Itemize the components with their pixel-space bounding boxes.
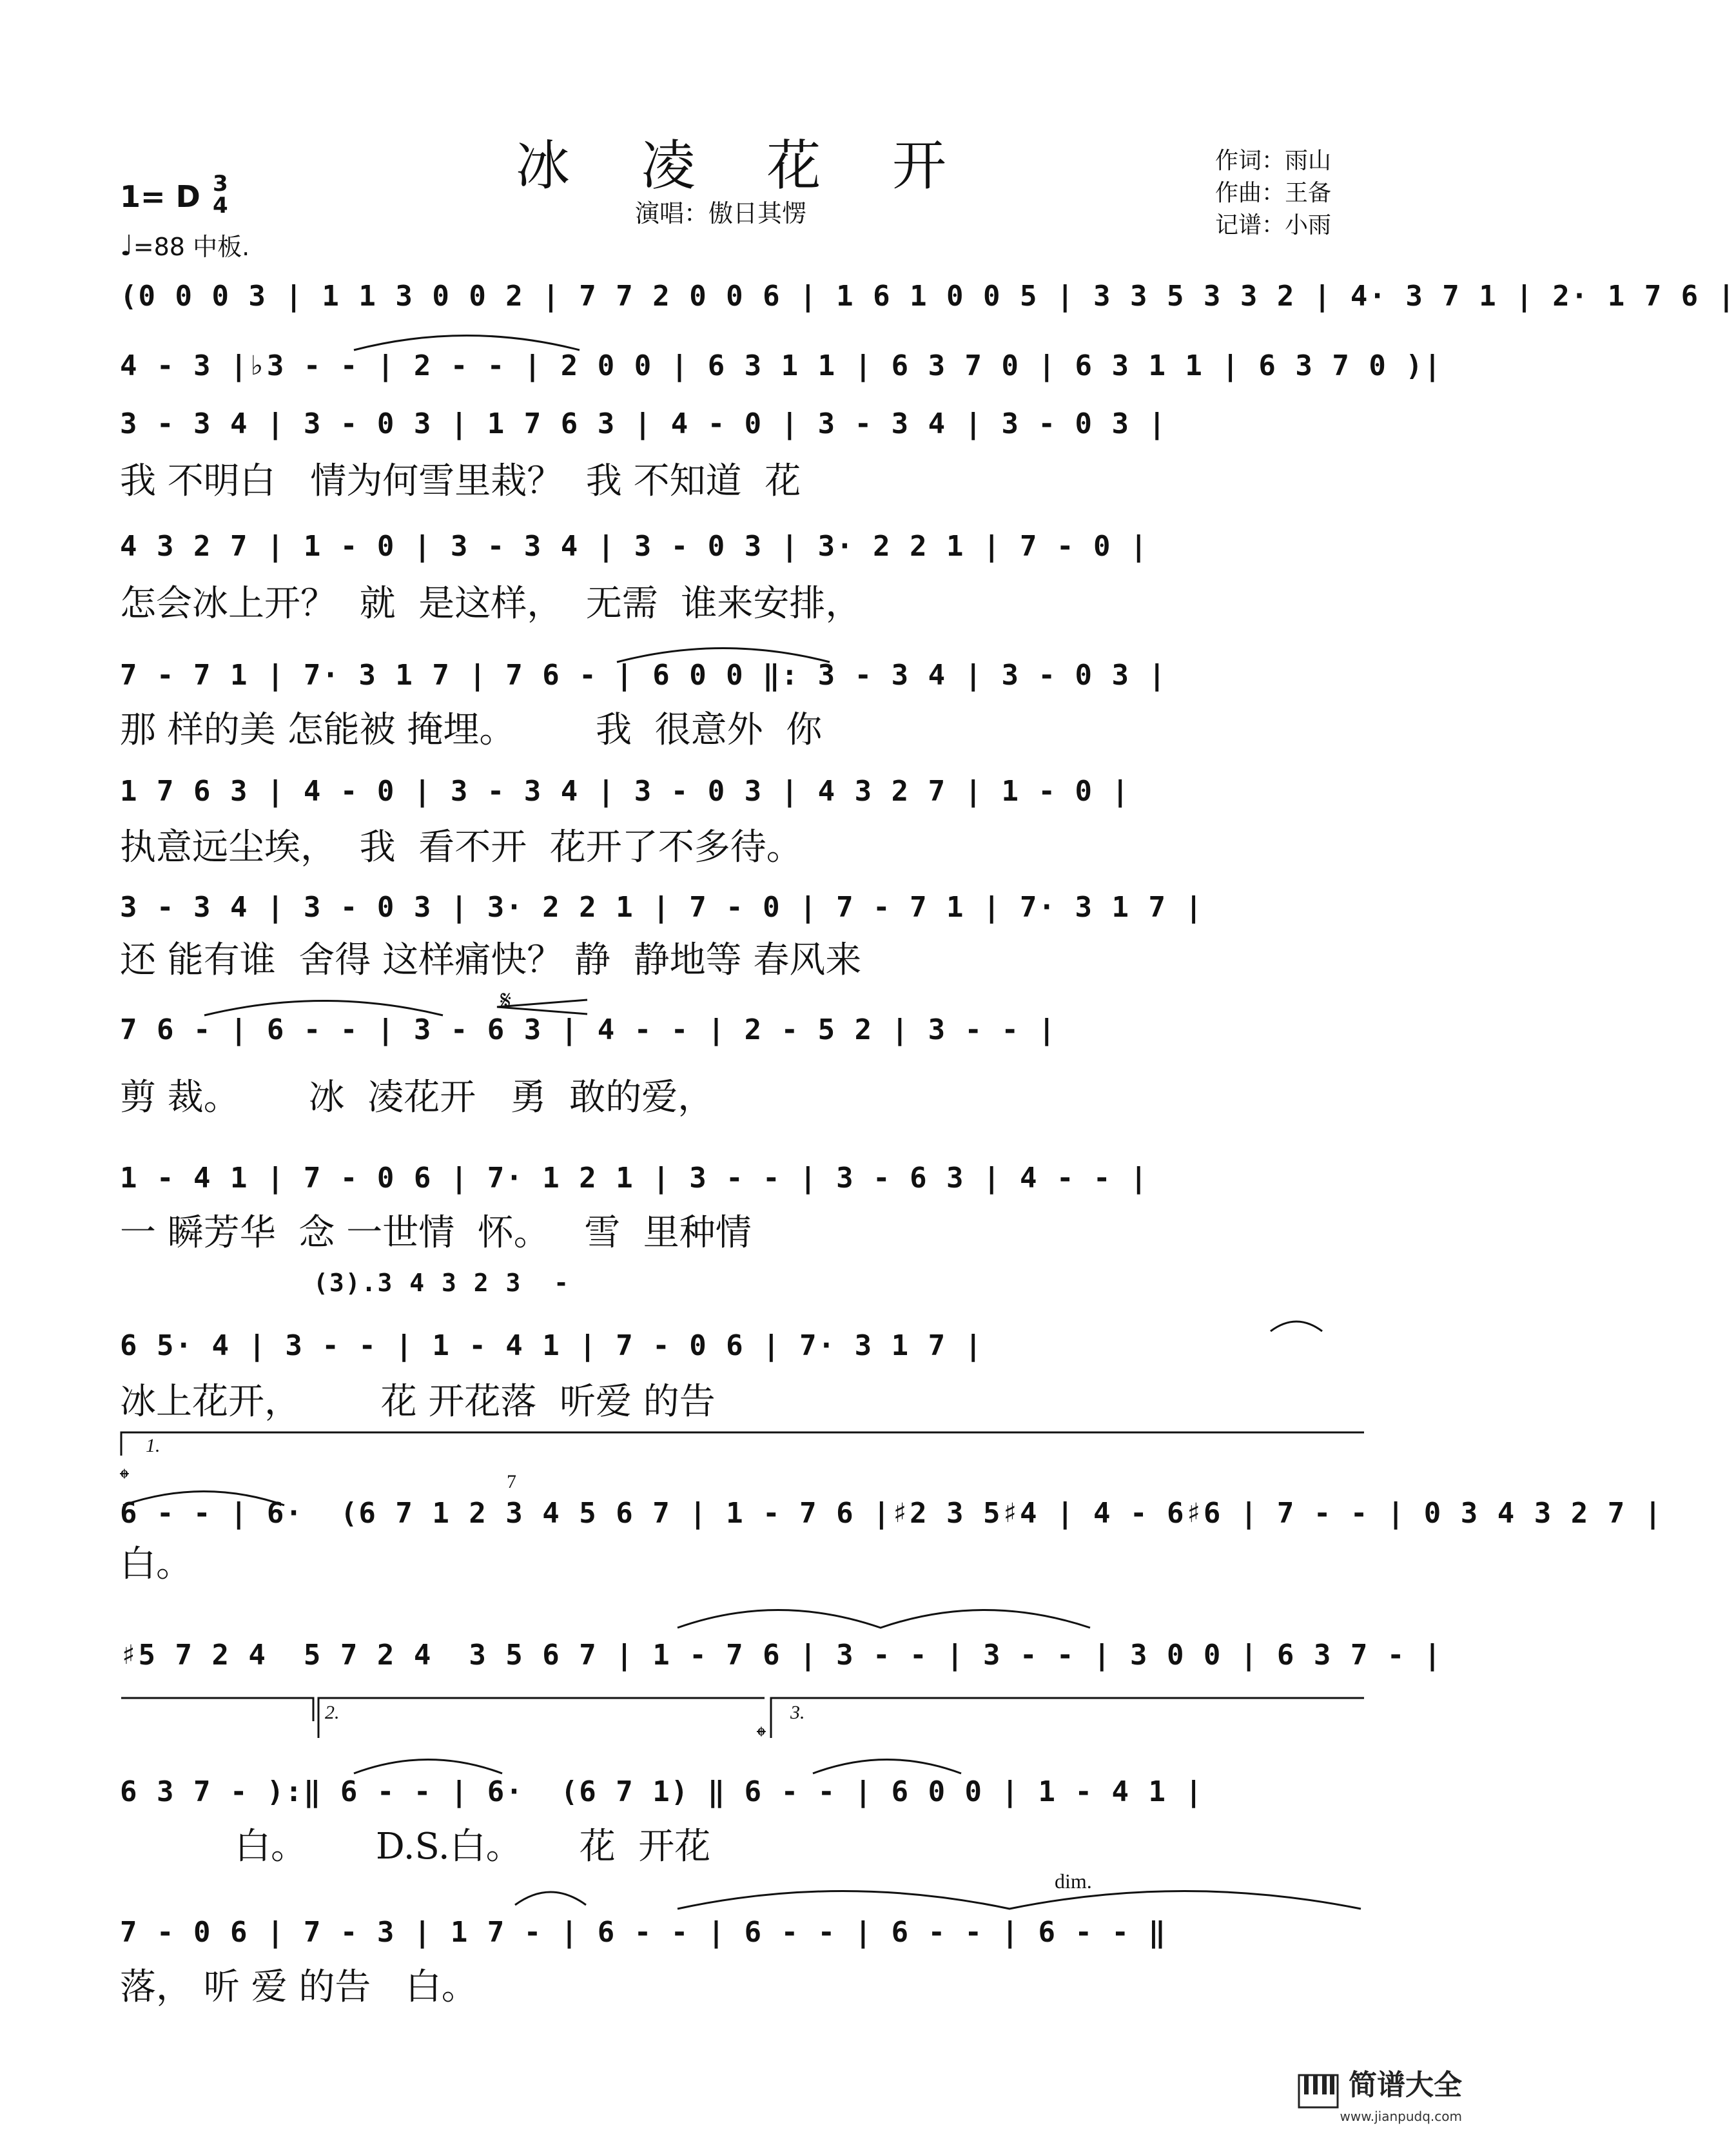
coda-icon: 𝄌 <box>120 1464 129 1493</box>
piano-logo-icon <box>1298 2074 1339 2109</box>
system-14-lyrics: 落， 听 爱 的告 白。 <box>120 1966 478 2008</box>
time-top: 3 <box>213 171 228 197</box>
time-bottom: 4 <box>213 193 228 219</box>
system-3-lyrics: 我 不明白 情为何雪里栽？ 我 不知道 花 <box>120 460 801 502</box>
volta-1-label: 1. <box>146 1435 161 1456</box>
system-3-notes: 3 - 3 4 | 3 - 0 3 | 1 7 6 3 | 4 - 0 | 3 - 3 4 | 3 - 0 3 | <box>120 407 1167 440</box>
system-11-notes: 6 - - | 6· (6 7 1 2 3 4 5 6 7 | 1 - 7 6 |♯2 3 5♯4 | 4 - 6♯6 | 7 - - | 0 3 4 3 2 7 | <box>120 1497 1663 1530</box>
tempo-value: =88 <box>133 233 185 261</box>
system-11-lyrics: 白。 <box>120 1543 192 1585</box>
system-7-lyrics: 还 能有谁 舍得 这样痛快？ 静 静地等 春风来 <box>120 939 862 981</box>
song-title: 冰 凌 花 开 <box>515 134 974 197</box>
time-signature <box>213 173 228 217</box>
tie-mark <box>1267 1315 1325 1334</box>
watermark-url: www.jianpudq.com <box>1340 2109 1462 2124</box>
composer-credit: 作曲：王备 <box>1215 180 1332 206</box>
system-10-lyrics: 冰上花开， 花 开花落 听爱 的告 <box>120 1381 716 1423</box>
transcriber-credit: 记谱：小雨 <box>1215 212 1332 239</box>
credits-block <box>1215 145 1331 242</box>
system-6-lyrics: 执意远尘埃， 我 看不开 花开了不多待。 <box>120 826 803 868</box>
system-9-lyrics: 一 瞬芳华 念 一世情 怀。 雪 里种情 <box>120 1212 752 1254</box>
tuplet-label: 7 <box>507 1471 516 1492</box>
tie-mark <box>201 993 446 1019</box>
system-5-notes: 7 - 7 1 | 7· 3 1 7 | 7 6 - | 6 0 0 ‖: 3 - 3 4 | 3 - 0 3 | <box>120 659 1167 692</box>
system-4-lyrics: 怎会冰上开？ 就 是这样， 无需 谁来安排， <box>120 583 862 625</box>
system-13-notes: 6 3 7 - ):‖ 6 - - | 6· (6 7 1) ‖ 6 - - | 6 0 0 | 1 - 4 1 | <box>120 1775 1204 1808</box>
segno-icon: 𝄋 <box>500 986 512 1015</box>
volta-2-label: 2. <box>325 1702 340 1723</box>
system-13-lyrics: 白。 D.S.白。 花 开花 <box>120 1826 711 1868</box>
dim-marking: dim. <box>1055 1869 1092 1893</box>
key-signature: 1= D <box>120 179 200 214</box>
system-9-notes: 1 - 4 1 | 7 - 0 6 | 7· 1 2 1 | 3 - - | 3 - 6 3 | 4 - - | <box>120 1162 1149 1195</box>
system-8-notes: 7 6 - | 6 - - | 3 - 6 3 | 4 - - | 2 - 5 2 | 3 - - | <box>120 1013 1057 1046</box>
site-watermark <box>1298 2062 1462 2125</box>
volta-2-3-brackets <box>120 1695 1365 1741</box>
watermark-name: 简谱大全 <box>1349 2068 1462 2102</box>
system-8-lyrics: 剪 裁。 冰 凌花开 勇 敢的爱， <box>120 1077 714 1118</box>
system-14-notes: 7 - 0 6 | 7 - 3 | 1 7 - | 6 - - | 6 - - | 6 - - | 6 - - ‖ <box>120 1916 1167 1949</box>
system-1-notes: (0 0 0 3 | 1 1 3 0 0 2 | 7 7 2 0 0 6 | 1 6 1 0 0 5 | 3 3 5 3 3 2 | 4· 3 7 1 | 2· 1 7 6 | <box>120 280 1736 313</box>
system-2-notes: 4 - 3 |♭3 - - | 2 - - | 2 0 0 | 6 3 1 1 | 6 3 7 0 | 6 3 1 1 | 6 3 7 0 )| <box>120 349 1443 382</box>
tempo-marking <box>120 227 249 262</box>
volta-3-label: 3. <box>790 1702 805 1723</box>
tie-mark <box>351 327 583 353</box>
quarter-note-icon: ♩ <box>120 229 133 262</box>
tie-mark <box>512 1882 589 1908</box>
system-6-notes: 1 7 6 3 | 4 - 0 | 3 - 3 4 | 3 - 0 3 | 4 3 2 7 | 1 - 0 | <box>120 775 1130 808</box>
tempo-text: 中板. <box>193 233 250 261</box>
volta-1-bracket <box>120 1431 1365 1457</box>
tie-mark <box>674 1599 1093 1631</box>
system-7-notes: 3 - 3 4 | 3 - 0 3 | 3· 2 2 1 | 7 - 0 | 7 - 7 1 | 7· 3 1 7 | <box>120 891 1204 924</box>
tie-mark <box>614 639 833 665</box>
lyricist-credit: 作词：雨山 <box>1215 148 1332 174</box>
coda-icon: 𝄌 <box>757 1722 766 1751</box>
system-5-lyrics: 那 样的美 怎能被 掩埋。 我 很意外 你 <box>120 709 823 751</box>
system-4-notes: 4 3 2 7 | 1 - 0 | 3 - 3 4 | 3 - 0 3 | 3· 2 2 1 | 7 - 0 | <box>120 530 1149 563</box>
singer-credit: 演唱：傲日其愣 <box>635 199 807 228</box>
tie-mark <box>674 1880 1364 1912</box>
ornament-notes: (3).3 4 3 2 3 - <box>313 1269 571 1297</box>
system-10-notes: 6 5· 4 | 3 - - | 1 - 4 1 | 7 - 0 6 | 7· 3 1 7 | <box>120 1329 984 1362</box>
system-12-notes: ♯5 7 2 4 5 7 2 4 3 5 6 7 | 1 - 7 6 | 3 - - | 3 - - | 3 0 0 | 6 3 7 - | <box>120 1639 1443 1672</box>
